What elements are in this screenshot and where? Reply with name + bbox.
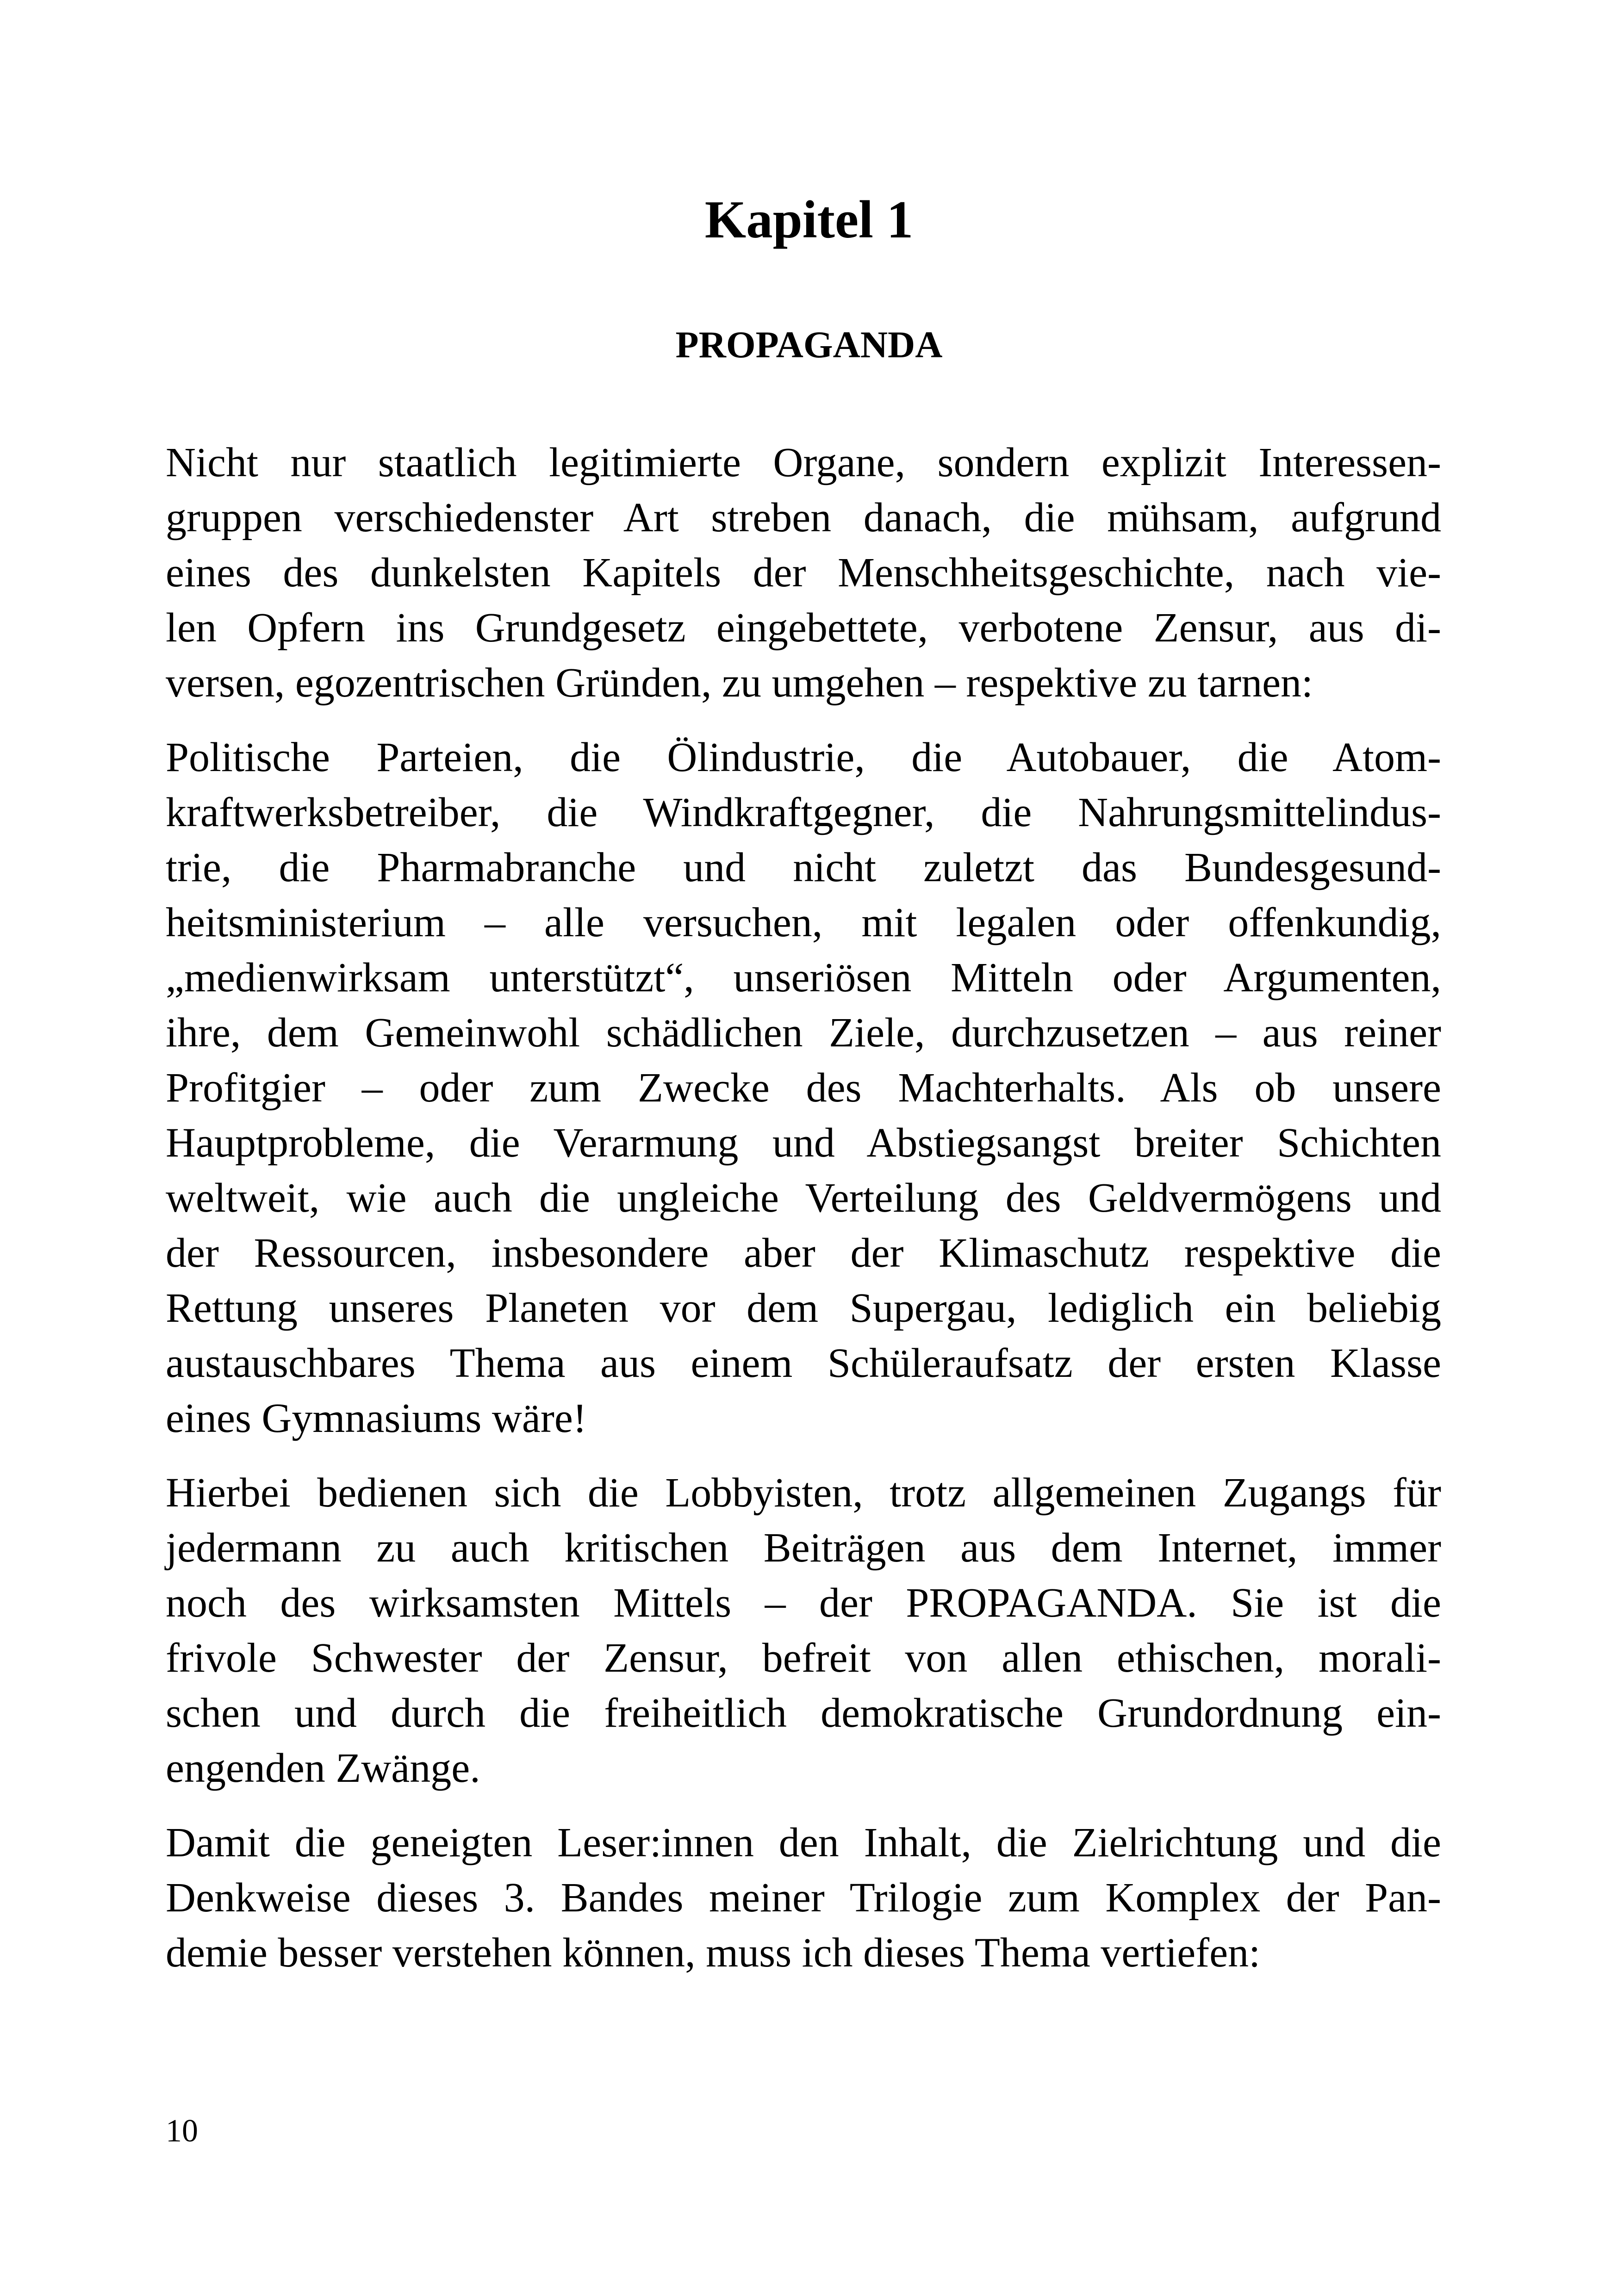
text-line: „medienwirksam unterstützt“, unseriösen Mitteln oder Argumenten, bbox=[166, 955, 1441, 1001]
section-title: PROPAGANDA bbox=[675, 324, 943, 366]
text-line: Profitgier – oder zum Zwecke des Machterhalts. Als ob unsere bbox=[166, 1065, 1441, 1111]
text-line: Denkweise dieses 3. Bandes meiner Trilogie zum Komplex der Pan- bbox=[166, 1875, 1441, 1921]
page-number: 10 bbox=[166, 2113, 198, 2149]
paragraph bbox=[166, 1815, 1441, 1980]
text-line: Politische Parteien, die Ölindustrie, die Autobauer, die Atom- bbox=[166, 734, 1441, 780]
text-line: Damit die geneigten Leser:innen den Inhalt, die Zielrichtung und die bbox=[166, 1820, 1441, 1866]
text-line: schen und durch die freiheitlich demokratische Grundordnung ein- bbox=[166, 1690, 1441, 1736]
text-line: Hierbei bedienen sich die Lobbyisten, trotz allgemeinen Zugangs für bbox=[166, 1470, 1441, 1516]
text-line: kraftwerksbetreiber, die Windkraftgegner, die Nahrungsmittelindus- bbox=[166, 790, 1441, 835]
text-line: engenden Zwänge. bbox=[166, 1745, 480, 1791]
body-text bbox=[166, 435, 1441, 2000]
text-line: der Ressourcen, insbesondere aber der Klimaschutz respektive die bbox=[166, 1230, 1441, 1276]
text-line: demie besser verstehen können, muss ich dieses Thema vertiefen: bbox=[166, 1930, 1261, 1976]
text-line: ihre, dem Gemeinwohl schädlichen Ziele, durchzusetzen – aus reiner bbox=[166, 1010, 1441, 1056]
paragraph bbox=[166, 1465, 1441, 1796]
text-line: weltweit, wie auch die ungleiche Verteilung des Geldvermögens und bbox=[166, 1175, 1441, 1221]
text-line: heitsministerium – alle versuchen, mit legalen oder offenkundig, bbox=[166, 900, 1441, 946]
text-line: trie, die Pharmabranche und nicht zuletzt das Bundesgesund- bbox=[166, 845, 1441, 890]
text-line: jedermann zu auch kritischen Beiträgen aus dem Internet, immer bbox=[166, 1525, 1441, 1571]
text-line: noch des wirksamsten Mittels – der PROPAGANDA. Sie ist die bbox=[166, 1580, 1441, 1626]
text-line: versen, egozentrischen Gründen, zu umgehen – respektive zu tarnen: bbox=[166, 660, 1313, 706]
paragraph bbox=[166, 435, 1441, 710]
text-line: Rettung unseres Planeten vor dem Supergau, lediglich ein beliebig bbox=[166, 1285, 1441, 1331]
text-line: eines des dunkelsten Kapitels der Menschheitsgeschichte, nach vie- bbox=[166, 550, 1441, 596]
text-line: gruppen verschiedenster Art streben danach, die mühsam, aufgrund bbox=[166, 495, 1441, 541]
text-line: eines Gymnasiums wäre! bbox=[166, 1395, 587, 1441]
text-line: Nicht nur staatlich legitimierte Organe, sondern explizit Interessen- bbox=[166, 440, 1441, 485]
text-line: len Opfern ins Grundgesetz eingebettete, verbotene Zensur, aus di- bbox=[166, 605, 1441, 651]
text-line: frivole Schwester der Zensur, befreit von allen ethischen, morali- bbox=[166, 1635, 1441, 1681]
text-line: austauschbares Thema aus einem Schüleraufsatz der ersten Klasse bbox=[166, 1340, 1441, 1386]
text-line: Hauptprobleme, die Verarmung und Abstiegsangst breiter Schichten bbox=[166, 1120, 1441, 1166]
chapter-title: Kapitel 1 bbox=[704, 190, 914, 249]
paragraph bbox=[166, 730, 1441, 1446]
